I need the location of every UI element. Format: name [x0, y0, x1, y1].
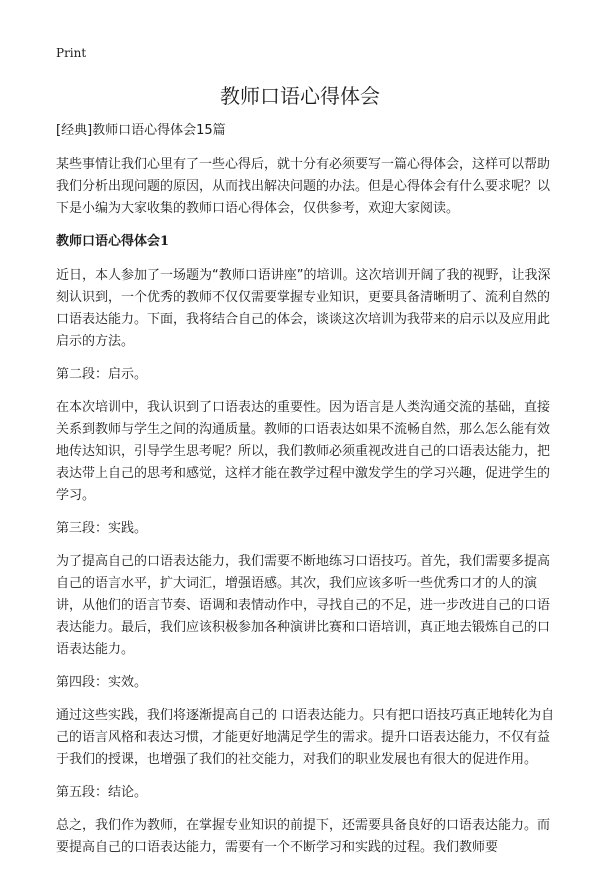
intro-paragraph: 某些事情让我们心里有了一些心得后，就十分有必须要写一篇心得体会，这样可以帮助我们分析出现问题的原因，从而找出解决问题的办法。但是心得体会有什么要求呢？以下是小编为大家收集的教师口语心得体会，仅供参考，欢迎大家阅读。	[56, 157, 551, 216]
page-title: 教师口语心得体会	[220, 84, 380, 108]
paragraph-inspiration: 在本次培训中，我认识到了口语表达的重要性。因为语言是人类沟通交流的基础，直接关系到教师与学生之间的沟通质量。教师的口语表达如果不流畅自然，那么怎么能有效地传达知识，引导学生思考呢？所以，我们教师必须重视改进自己的口语表达能力，把表达带上自己的思考和感觉，这样才能在教学过程中激发学生的学习兴趣，促进学生的学习。	[56, 400, 551, 503]
document-body	[56, 120, 556, 870]
paragraph-heading-5: 第五段：结论。	[56, 785, 148, 800]
paragraph-heading-3: 第三段：实践。	[56, 521, 148, 536]
paragraph-heading-2: 第二段：启示。	[56, 367, 148, 382]
paragraph-intro: 近日，本人参加了一场题为“教师口语讲座”的培训。这次培训开阔了我的视野，让我深刻认识到，一个优秀的教师不仅仅需要掌握专业知识，更要具备清晰明了、流利自然的口语表达能力。下面，我将结合自己的体会，谈谈这次培训为我带来的启示以及应用此启示的方法。	[56, 268, 551, 349]
document-subtitle: [经典]教师口语心得体会15篇	[56, 123, 226, 138]
paragraph-practice: 为了提高自己的口语表达能力，我们需要不断地练习口语技巧。首先，我们需要多提高自己的语言水平，扩大词汇，增强语感。其次，我们应该多听一些优秀口才的人的演讲，从他们的语言节奏、语调和表情动作中，寻找自己的不足，进一步改进自己的口语表达能力。最后，我们应该积极参加各种演讲比赛和口语培训，真正地去锻炼自己的口语表达能力。	[56, 554, 551, 657]
section-heading: 教师口语心得体会1	[56, 234, 170, 249]
paragraph-heading-4: 第四段：实效。	[56, 675, 148, 690]
print-label: Print	[56, 46, 87, 60]
paragraph-effect: 通过这些实践，我们将逐渐提高自己的 口语表达能力。只有把口语技巧真正地转化为自己的语言风格和表达习惯，才能更好地满足学生的需求。提升口语表达能力，不仅有益于我们的授课，也增强了我们的社交能力，对我们的职业发展也有很大的促进作用。	[56, 708, 555, 767]
paragraph-conclusion: 总之，我们作为教师，在掌握专业知识的前提下，还需要具备良好的口语表达能力。而要提高自己的口语表达能力，需要有一个不断学习和实践的过程。我们教师要	[56, 818, 551, 855]
